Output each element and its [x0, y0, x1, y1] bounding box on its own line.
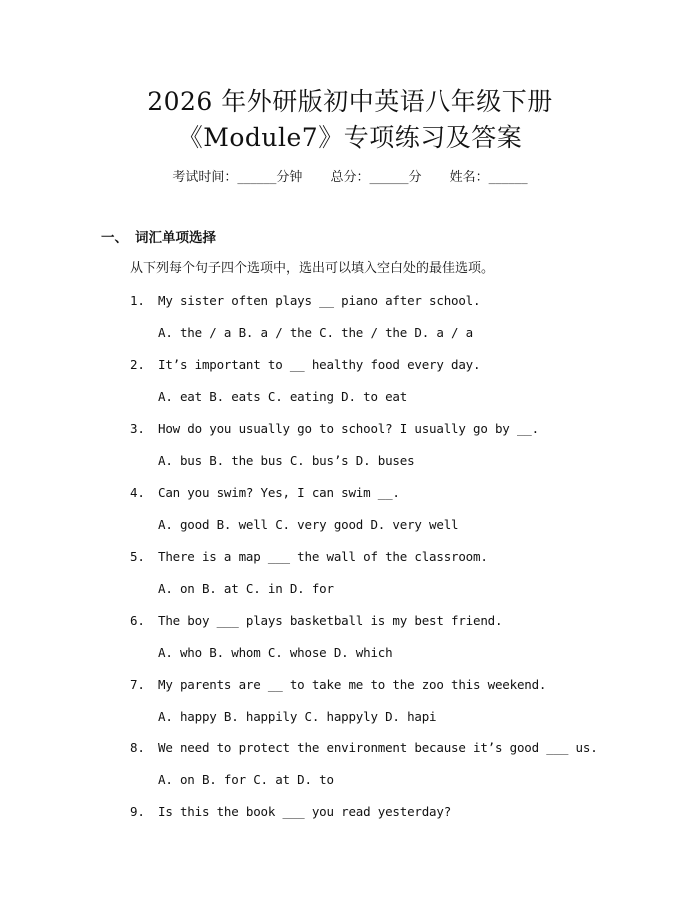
question-1-options: A. the / a B. a / the C. the / the D. a / a [158, 325, 474, 340]
section-number: 一、 [101, 230, 128, 246]
question-text: Can you swim? Yes, I can swim __. [158, 485, 400, 500]
question-3 [130, 420, 539, 438]
question-number: 2. [130, 357, 145, 372]
total-score-field: 总分：______分 [330, 170, 422, 185]
question-number: 1. [130, 293, 145, 308]
question-text: My parents are __ to take me to the zoo this weekend. [158, 677, 547, 692]
question-4 [130, 484, 400, 502]
section-title: 词汇单项选择 [135, 230, 216, 246]
section-heading [101, 229, 216, 247]
question-text: How do you usually go to school? I usually go by __. [158, 421, 539, 436]
question-3-options: A. bus B. the bus C. bus’s D. buses [158, 453, 415, 468]
section-instruction: 从下列每个句子四个选项中，选出可以填入空白处的最佳选项。 [130, 261, 495, 276]
question-7 [130, 676, 546, 694]
question-5-options: A. on B. at C. in D. for [158, 581, 334, 596]
question-number: 8. [130, 740, 145, 755]
question-text: Is this the book ___ you read yesterday? [158, 804, 452, 819]
question-2 [130, 356, 480, 374]
exam-meta [0, 169, 700, 187]
question-2-options: A. eat B. eats C. eating D. to eat [158, 389, 408, 404]
question-text: It’s important to __ healthy food every day. [158, 357, 481, 372]
question-5 [130, 548, 488, 566]
question-6-options: A. who B. whom C. whose D. which [158, 645, 393, 660]
question-text: My sister often plays __ piano after school. [158, 293, 481, 308]
question-8-options: A. on B. for C. at D. to [158, 772, 334, 787]
question-6 [130, 612, 502, 630]
question-text: There is a map ___ the wall of the classroom. [158, 549, 488, 564]
question-9 [130, 803, 451, 821]
question-number: 6. [130, 613, 145, 628]
document-title-line2: 《Module7》专项练习及答案 [177, 123, 523, 152]
question-1 [130, 292, 480, 310]
student-name-field: 姓名：______ [449, 170, 528, 185]
question-4-options: A. good B. well C. very good D. very well [158, 517, 459, 532]
document-title-line1: 2026 年外研版初中英语八年级下册 [147, 87, 553, 116]
question-number: 4. [130, 485, 145, 500]
question-text: The boy ___ plays basketball is my best friend. [158, 613, 503, 628]
question-number: 5. [130, 549, 145, 564]
question-number: 9. [130, 804, 145, 819]
question-8 [130, 739, 598, 757]
question-number: 3. [130, 421, 145, 436]
question-7-options: A. happy B. happily C. happyly D. hapi [158, 709, 437, 724]
question-number: 7. [130, 677, 145, 692]
question-text: We need to protect the environment because it’s good ___ us. [158, 740, 598, 755]
exam-time-field: 考试时间：______分钟 [172, 170, 303, 185]
